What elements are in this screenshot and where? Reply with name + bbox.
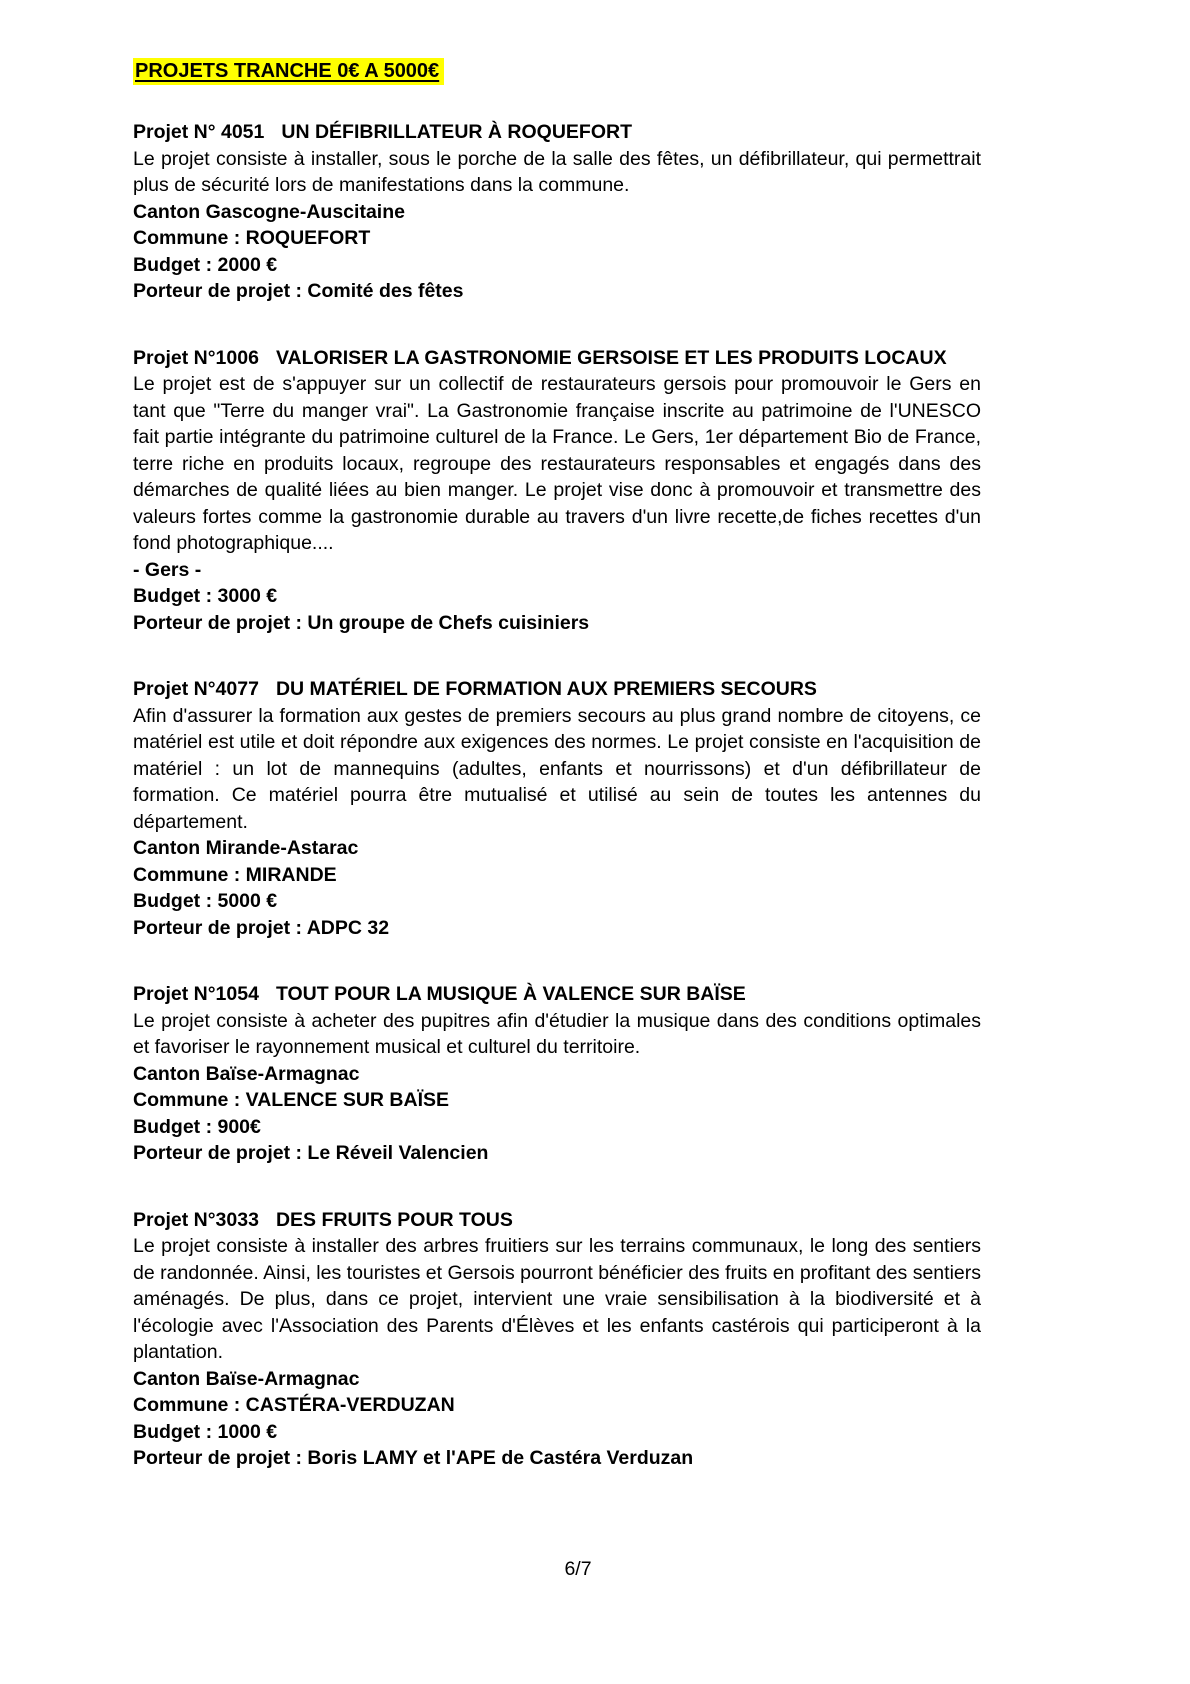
project-number: Projet N°4077 [133,678,259,700]
project-canton: Canton Baïse-Armagnac [133,1367,360,1390]
project-heading [133,1207,981,1234]
project-budget: Budget : 3000 € [133,585,278,607]
project-porteur: Porteur de projet : Boris LAMY et l'APE de Castéra Verduzan [133,1447,694,1469]
document-content [133,58,981,1512]
project-porteur: Porteur de projet : Un groupe de Chefs cuisiniers [133,611,590,634]
project-section-1054 [133,981,981,1167]
project-number: Projet N°3033 [133,1208,259,1231]
project-canton: Canton Mirande-Astarac [133,837,359,859]
project-section-3033 [133,1207,981,1472]
project-title: DU MATÉRIEL DE FORMATION AUX PREMIERS SECOURS [275,678,817,700]
project-budget: Budget : 1000 € [133,1420,278,1443]
project-porteur: Porteur de projet : Le Réveil Valencien [133,1142,489,1164]
document-title-highlight: PROJETS TRANCHE 0€ A 5000€ [133,58,444,85]
project-heading [133,676,981,703]
project-section-1006 [133,345,981,637]
project-heading [133,119,981,146]
project-number: Projet N°1054 [133,983,259,1005]
project-title: VALORISER LA GASTRONOMIE GERSOISE ET LES PRODUITS LOCAUX [275,346,947,369]
project-commune: Commune : MIRANDE [133,863,337,886]
page-number: 6/7 [564,1558,592,1580]
project-porteur: Porteur de projet : ADPC 32 [133,916,390,939]
project-section-4051 [133,119,981,305]
project-heading [133,345,981,372]
project-title: UN DÉFIBRILLATEUR À ROQUEFORT [281,121,632,143]
project-canton: Canton Gascogne-Auscitaine [133,200,405,223]
project-title: DES FRUITS POUR TOUS [275,1208,513,1231]
project-description: Le projet est de s'appuyer sur un collectif de restaurateurs gersois pour promouvoir le Gers en tant que "Terre du manger vrai". La Gastronomie française inscrite au patrimoine de l'UNESCO fait partie intégrante du patrimoine culturel de la France. Le Gers, 1er département Bio de France, terre riche en produits locaux, regroupe des restaurateurs responsables et engagés dans des démarches de qualité liées au bien manger. Le projet vise donc à promouvoir et transmettre des valeurs fortes comme la gastronomie durable au travers d'un livre recette,de fiches recettes d'un fond photographique.... [133,373,981,554]
project-budget: Budget : 2000 € [133,253,278,276]
project-commune: Commune : VALENCE SUR BAÏSE [133,1089,449,1111]
project-budget: Budget : 900€ [133,1115,261,1138]
project-section-4077 [133,676,981,941]
project-description: Le projet consiste à installer, sous le porche de la salle des fêtes, un défibrillateur, qui permettrait plus de sécurité lors de manifestations dans la commune. [133,147,981,196]
project-porteur: Porteur de projet : Comité des fêtes [133,280,464,302]
project-budget: Budget : 5000 € [133,890,278,912]
document-title [133,58,981,85]
project-commune: Commune : CASTÉRA-VERDUZAN [133,1394,455,1416]
project-number: Projet N° 4051 [133,121,265,143]
project-canton: Canton Baïse-Armagnac [133,1062,360,1085]
project-territory: - Gers - [133,558,202,581]
project-number: Projet N°1006 [133,346,259,369]
project-commune: Commune : ROQUEFORT [133,227,371,249]
project-heading [133,981,981,1008]
project-title: TOUT POUR LA MUSIQUE À VALENCE SUR BAÏSE [275,983,746,1005]
project-description: Le projet consiste à acheter des pupitres afin d'étudier la musique dans des conditions optimales et favoriser le rayonnement musical et culturel du territoire. [133,1009,981,1058]
project-description: Afin d'assurer la formation aux gestes de premiers secours au plus grand nombre de citoyens, ce matériel est utile et doit répondre aux exigences des normes. Le projet consiste en l'acquisition de matériel : un lot de mannequins (adultes, enfants et nourrissons) et d'un défibrillateur de formation. Ce matériel pourra être mutualisé et utilisé au sein de toutes les antennes du département. [133,704,981,833]
project-description: Le projet consiste à installer des arbres fruitiers sur les terrains communaux, le long des sentiers de randonnée. Ainsi, les touristes et Gersois pourront bénéficier des fruits en profitant des sentiers aménagés. De plus, dans ce projet, intervient une vraie sensibilisation à la biodiversité et à l'écologie avec l'Association des Parents d'Élèves et les enfants castérois qui participeront à la plantation. [133,1235,981,1363]
